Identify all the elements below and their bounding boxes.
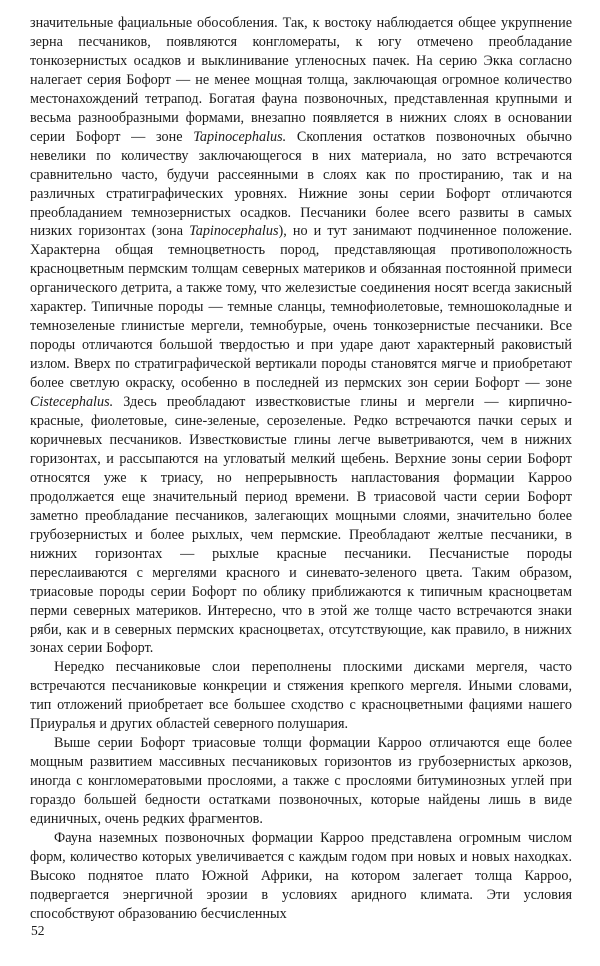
genus-tapinocephalus-1: Tapinocephalus. (193, 128, 287, 145)
genus-tapinocephalus-2: Tapinocephalus (189, 223, 279, 240)
paragraph-1 (30, 14, 572, 658)
paragraph-4 (30, 829, 572, 924)
page-number: 52 (31, 923, 45, 938)
document-page (30, 14, 572, 954)
paragraph-4-text: Фауна наземных позвоночных формации Карроо представлена огромным числом форм, количество которых увеличивается с каждым годом при новых и новых находках. Высоко поднятое плато Южной Африки, на котором залегает толща Карроо, подвергается энергичной эрозии в условиях аридного климата. Эти условия способствуют образованию бесчисленных (30, 829, 572, 922)
genus-cistecephalus: Cistecephalus. (30, 394, 114, 411)
paragraph-1-text-4: Здесь преобладают известковистые глины и мергели — кирпично-красные, фиолетовые, сине-зеленые, серозеленые. Редко встречаются пачки серых и коричневых песчаников. Известковистые глины легче выветриваются, чем в нижних горизонтах, и рассыпаются на угловатый мелкий щебень. Верхние зоны серии Бофорт относятся уже к триасу, но непрерывность напластования формации Карроо продолжается еще значительный период времени. В триасовой части серии Бофорт заметно преобладание песчаников, залегающих мощными слоями, значительно более грубозернистых и более рыхлых, чем пермские. Преобладают желтые песчаники, в нижних горизонтах — рыхлые красные песчаники. Песчанистые породы переслаиваются с мергелями красного и синевато-зеленого цвета. Таким образом, триасовые породы серии Бофорт по облику приближаются к типичным красноцветам перми северных материков. Интересно, что в этой же толще часто встречаются знаки ряби, как и в северных пермских красноцветах, отсутствующие, как правило, в нижних зонах серии Бофорт. (30, 394, 572, 657)
paragraph-2-text: Нередко песчаниковые слои переполнены плоскими дисками мергеля, часто встречаются песчаниковые конкреции и стяжения крепкого мергеля. Иными словами, тип отложений приобретает все большее сходство с красноцветными фациями нашего Приуралья и других областей северного полушария. (30, 659, 572, 733)
paragraph-1-text-3: ), но и тут занимают подчиненное положение. Характерна общая темноцветность пород, представляющая противоположность красноцветным пермским толщам северных материков и обязанная постоянной примеси органического детрита, а также тому, что железистые соединения носят всегда закисный характер. Типичные породы — темные сланцы, темнофиолетовые, темношоколадные и темнозеленые глинистые мергели, темнобурые, очень тонкозернистые песчаники. Все породы отличаются большой твердостью и при ударе дают характерный раковистый излом. Вверх по стратиграфической вертикали породы становятся мягче и приобретают более светлую окраску, особенно в последней из пермских зон серии Бофорт — зоне (30, 223, 572, 392)
paragraph-1-text-2: Скопления остатков позвоночных обычно невелики по количеству заключающегося в них материала, но зато встречаются сравнительно часто, будучи рассеянными в слоях как по простиранию, так и на различных стратиграфических уровнях. Нижние зоны серии Бофорт отличаются преобладанием темнозернистых осадков. Песчаники более всего развиты в самых низких горизонтах (зона (30, 128, 572, 240)
paragraph-1-text-1: значительные фациальные обособления. Так, к востоку наблюдается общее укрупнение зерна песчаников, появляются конгломераты, к югу отмечено преобладание тонкозернистых осадков и выклинивание угленосных пачек. На серию Экка согласно налегает серия Бофорт — не менее мощная толща, заключающая огромное количество местонахождений тетрапод. Богатая фауна позвоночных, представленная крупными и весьма разнообразными формами, внезапно появляется в нижних слоях в основании серии Бофорт — зоне (30, 15, 572, 145)
paragraph-3-text: Выше серии Бофорт триасовые толщи формации Карроо отличаются еще более мощным развитием массивных песчаниковых горизонтов из грубозернистых аркозов, иногда с конгломератовыми прослоями, а также с прослоями битуминозных углей при гораздо большей бедности остатками позвоночных, которые найдены лишь в виде единичных, очень редких фрагментов. (30, 735, 572, 828)
paragraph-3 (30, 734, 572, 829)
paragraph-2 (30, 658, 572, 734)
